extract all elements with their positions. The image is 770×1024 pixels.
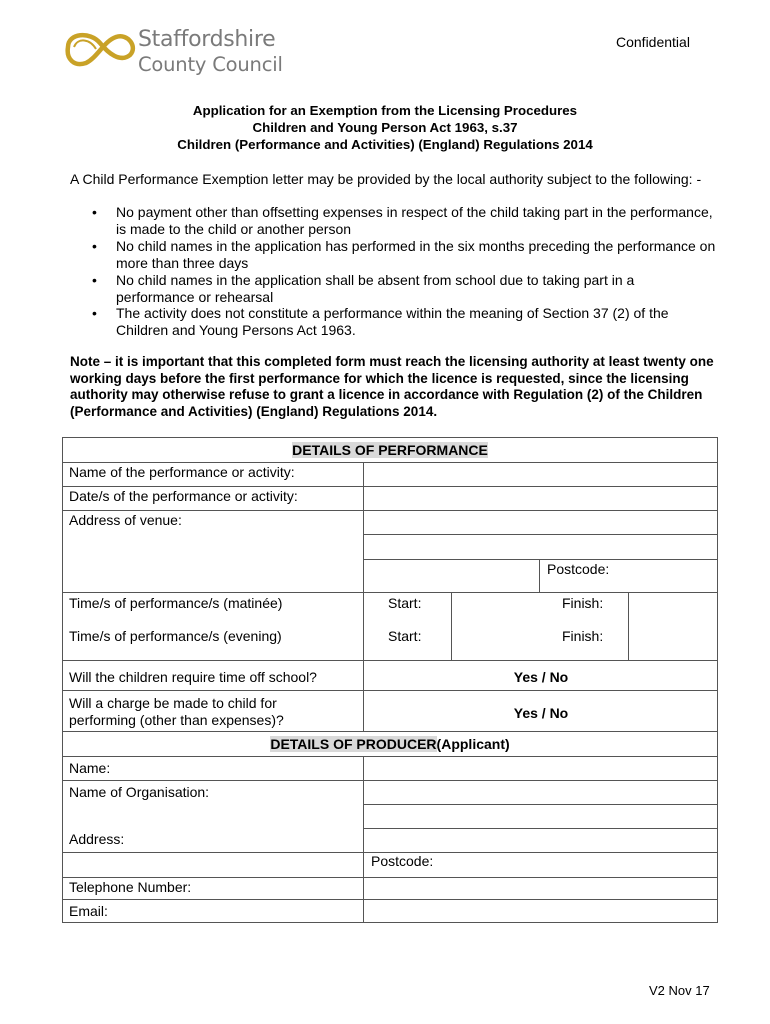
- evening-time-label: Time/s of performance/s (evening): [69, 628, 282, 644]
- bullet-text: No payment other than offsetting expenses in respect of the child taking part in the performance, is made to the child or another person: [116, 204, 713, 237]
- charge-label-line1: Will a charge be made to child for: [69, 695, 277, 711]
- producer-address-line1-field[interactable]: [364, 805, 717, 828]
- bullet-text: No child names in the application shall be absent from school due to taking part in a performance or rehearsal: [116, 272, 635, 305]
- confidential-label: Confidential: [616, 34, 690, 50]
- email-field[interactable]: [364, 900, 717, 922]
- venue-address-line3-field[interactable]: [364, 560, 539, 592]
- telephone-label: Telephone Number:: [69, 879, 192, 895]
- time-off-school-label: Will the children require time off school?: [69, 669, 317, 685]
- time-off-school-yes-no[interactable]: Yes / No: [513, 669, 569, 685]
- title-line-1: Application for an Exemption from the Licensing Procedures: [192, 103, 578, 118]
- important-note: Note – it is important that this completed form must reach the licensing authority at least twenty one working days before the first performance for which the licence is requested, since the licensing authority may otherwise refuse to grant a licence in accordance with Regulation (2) of the Children (Performance and Activities) (England) Regulations 2014.: [70, 354, 714, 419]
- matinee-finish-field[interactable]: [629, 593, 717, 623]
- bullet-item: [92, 204, 716, 238]
- performance-name-field[interactable]: [364, 463, 717, 486]
- application-form-table: [62, 437, 718, 923]
- telephone-field[interactable]: [364, 878, 717, 899]
- producer-name-label: Name:: [69, 760, 111, 776]
- performance-dates-field[interactable]: [364, 487, 717, 510]
- charge-label-line2: performing (other than expenses)?: [69, 712, 284, 728]
- matinee-start-label: Start:: [388, 595, 422, 611]
- bullet-dot-icon: •: [92, 305, 97, 321]
- producer-heading-text: DETAILS OF PRODUCER: [270, 736, 437, 752]
- evening-finish-field[interactable]: [629, 625, 717, 659]
- producer-address-label: Address:: [69, 831, 125, 847]
- logo-text-line1: Staffordshire: [138, 27, 276, 52]
- evening-finish-label: Finish:: [562, 628, 604, 644]
- producer-address-line2-field[interactable]: [364, 829, 717, 852]
- bullet-dot-icon: •: [92, 204, 97, 220]
- evening-start-field[interactable]: [452, 625, 552, 659]
- email-label: Email:: [69, 903, 108, 919]
- intro-paragraph: A Child Performance Exemption letter may be provided by the local authority subject to the following: -: [70, 171, 702, 187]
- bullet-item: [92, 272, 716, 306]
- title-line-2: Children and Young Person Act 1963, s.37: [252, 120, 518, 135]
- bullet-text: The activity does not constitute a performance within the meaning of Section 37 (2) of the Children and Young Persons Act 1963.: [116, 305, 669, 338]
- venue-address-line1-field[interactable]: [364, 511, 717, 534]
- logo-text-line2: County Council: [138, 53, 283, 76]
- matinee-start-field[interactable]: [452, 593, 552, 623]
- producer-name-field[interactable]: [364, 757, 717, 780]
- version-label: V2 Nov 17: [649, 983, 710, 998]
- charge-yes-no[interactable]: Yes / No: [513, 705, 569, 721]
- venue-postcode-field[interactable]: [540, 577, 717, 592]
- bullet-text: No child names in the application has performed in the six months preceding the performance on more than three days: [116, 238, 716, 271]
- evening-start-label: Start:: [388, 628, 422, 644]
- venue-address-line2-field[interactable]: [364, 535, 717, 559]
- bullet-item: [92, 238, 716, 272]
- bullet-dot-icon: •: [92, 238, 97, 254]
- producer-heading: [62, 736, 718, 752]
- bullet-item: [92, 305, 716, 339]
- producer-postcode-field[interactable]: [442, 853, 717, 877]
- performance-dates-label: Date/s of the performance or activity:: [69, 488, 298, 504]
- organisation-name-field[interactable]: [364, 781, 717, 804]
- bullet-dot-icon: •: [92, 272, 97, 288]
- venue-postcode-label: Postcode:: [547, 561, 610, 577]
- producer-heading-suffix: (Applicant): [436, 736, 510, 752]
- organisation-name-label: Name of Organisation:: [69, 784, 210, 800]
- matinee-time-label: Time/s of performance/s (matinée): [69, 595, 283, 611]
- performance-heading-text: DETAILS OF PERFORMANCE: [292, 442, 488, 458]
- venue-address-label: Address of venue:: [69, 512, 182, 528]
- producer-postcode-label: Postcode:: [371, 853, 434, 869]
- performance-name-label: Name of the performance or activity:: [69, 464, 295, 480]
- matinee-finish-label: Finish:: [562, 595, 604, 611]
- performance-heading: [62, 442, 718, 458]
- title-line-3: Children (Performance and Activities) (England) Regulations 2014: [177, 137, 593, 152]
